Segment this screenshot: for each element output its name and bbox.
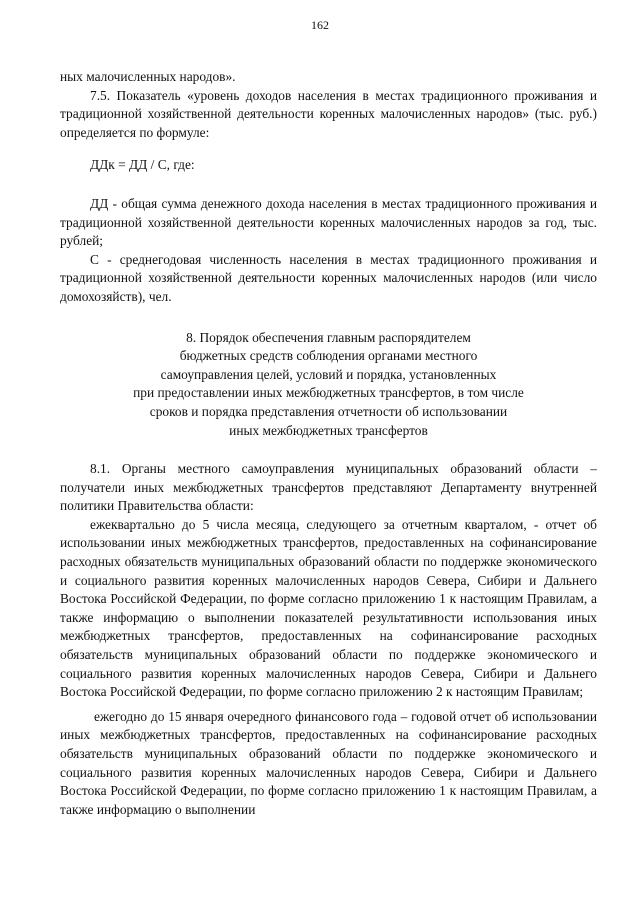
paragraph-quarterly: ежеквартально до 5 числа месяца, следующего за отчетным кварталом, - отчет об использовании иных межбюджетных трансфертов, предоставленных на софинансирование расходных обязательств муниципальных образований области по поддержке экономического и социального развития коренных малочисленных народов Севера, Сибири и Дальнего Востока Российской Федерации, по форме согласно приложению 1 к настоящим Правилам, а также информацию о выполнении показателей результативности использования иных межбюджетных трансфертов, предоставленных на софинансирование расходных обязательств муниципальных образований области по поддержке экономического и социального развития коренных малочисленных народов Севера, Сибири и Дальнего Востока Российской Федерации, по форме согласно приложению 2 к настоящим Правилам; (60, 516, 597, 700)
paragraph-8-1: 8.1. Органы местного самоуправления муниципальных образований области – получатели иных межбюджетных трансфертов представляют Департаменту внутренней политики Правительства области: (60, 461, 597, 514)
heading-line: бюджетных средств соблюдения органами местного (179, 348, 478, 364)
heading-line: при предоставлении иных межбюджетных трансфертов, в том числе (133, 385, 524, 401)
paragraph-7-5: 7.5. Показатель «уровень доходов населения в местах традиционного проживания и традиционной хозяйственной деятельности коренных малочисленных народов» (тыс. руб.) определяется по формуле: (60, 87, 597, 140)
formula: ДДк = ДД / С, где: (90, 157, 195, 173)
heading-line: сроков и порядка представления отчетности об использовании (149, 403, 508, 419)
page-number: 162 (311, 18, 329, 32)
paragraph-continuation: ных малочисленных народов». (60, 69, 236, 84)
heading-line: самоуправления целей, условий и порядка, установленных (160, 366, 497, 382)
definition-dd: ДД - общая сумма денежного дохода населения в местах традиционного проживания и традиционной хозяйственной деятельности коренных малочисленных народов за год, тыс. рублей; (60, 195, 597, 249)
document-body (60, 68, 597, 819)
paragraph-annual: ежегодно до 15 января очередного финансового года – годовой отчет об использовании иных межбюджетных трансфертов, предоставленных на софинансирование расходных обязательств муниципальных образований области по поддержке экономического и социального развития коренных малочисленных народов Севера, Сибири и Дальнего Востока Российской Федерации, по форме согласно приложению 1 к настоящим Правилам, а также информацию о выполнении (60, 708, 597, 817)
definition-c: С - среднегодовая численность населения в местах традиционного проживания и традиционной хозяйственной деятельности коренных малочисленных народов (или число домохозяйств), чел. (60, 251, 597, 304)
heading-line: иных межбюджетных трансфертов (229, 422, 428, 438)
section-8-heading (60, 329, 597, 441)
heading-line: 8. Порядок обеспечения главным распорядителем (186, 329, 471, 345)
